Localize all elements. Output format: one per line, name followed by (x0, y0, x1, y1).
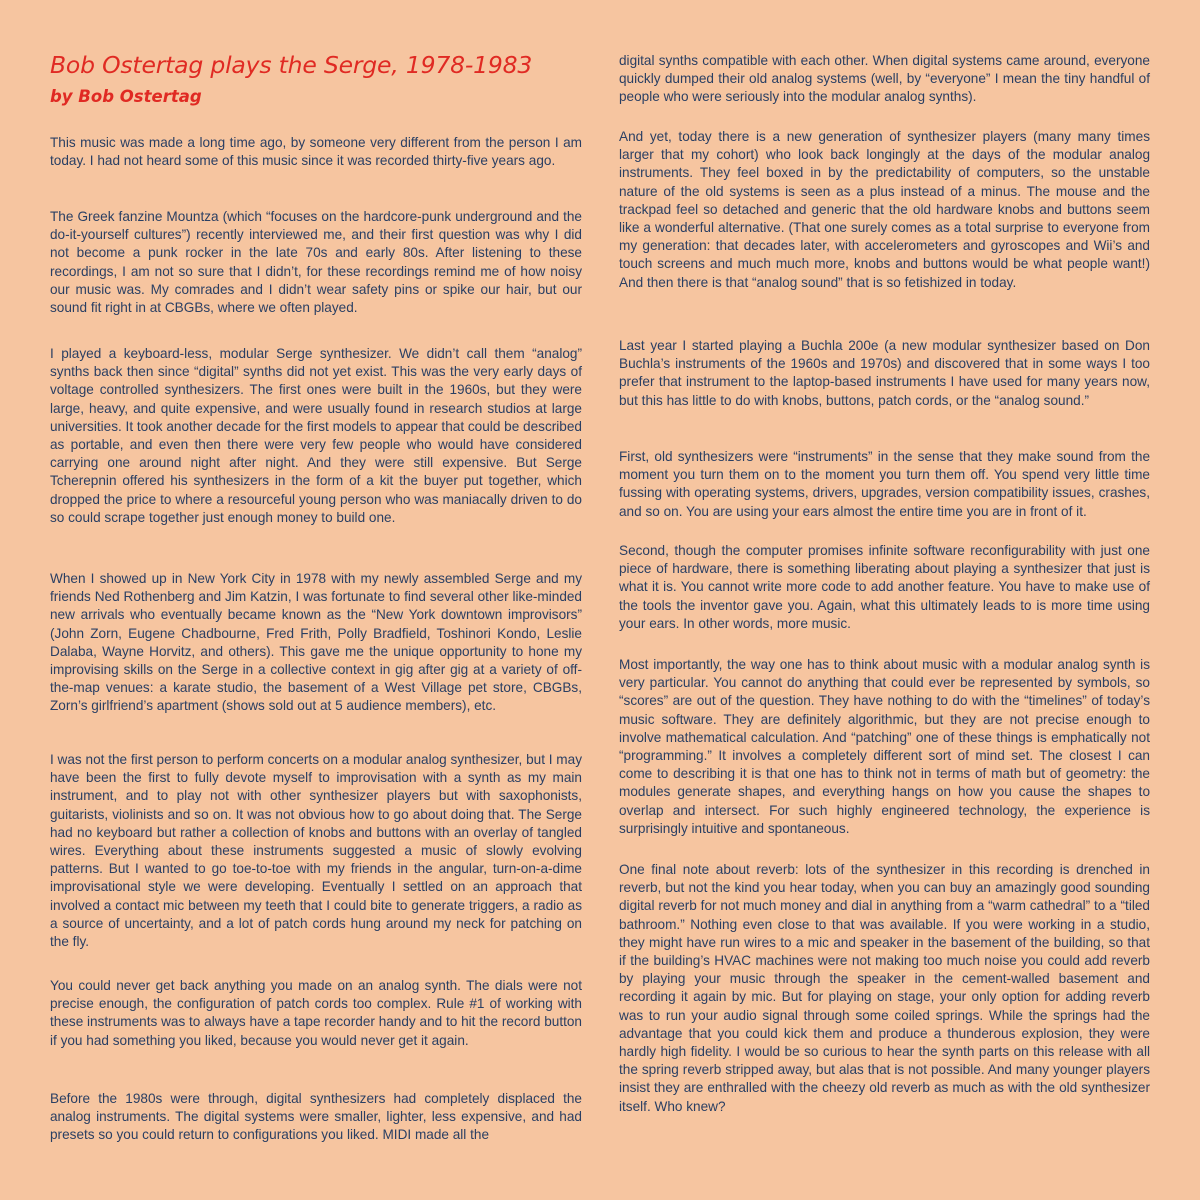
paragraph: Most importantly, the way one has to think about music with a modular analog synth is very particular. You cannot do anything that could ever be represented by symbols, so “scores” are out of the question. They have nothing to do with the “timelines” of today’s music software. They are definitely algorithmic, but they are not precise enough to involve mathematical calculation. And “patching” one of these things is emphatically not “programming.” It involves a completely different sort of mind set. The closest I can come to describing it is that one has to think not in terms of math but of geometry: the modules generate shapes, and everything hangs on how you cause the shapes to overlap and intersect. For such highly engineered technology, the experience is surprisingly intuitive and spontaneous. (619, 657, 1150, 836)
paragraph: Before the 1980s were through, digital synthesizers had completely displaced the analog instruments. The digital systems were smaller, lighter, less expensive, and had presets so you could return to configurations you liked. MIDI made all the (50, 1091, 582, 1143)
paragraph: One final note about reverb: lots of the synthesizer in this recording is drenched in reverb, but not the kind you hear today, when you can buy an amazingly good sounding digital reverb for not much money and dial in anything from a “warm cathedral” to a “tiled bathroom.” Nothing even close to that was available. If you were working in a studio, they might have run wires to a mic and speaker in the basement of the building, so that if the building’s HVAC machines were not making too much noise you could add reverb by playing your music through the speaker in the cement-walled basement and recording it again by mic. But for playing on stage, your only option for adding reverb was to run your audio signal through some coiled springs. While the springs had the advantage that you could kick them and produce a thunderous explosion, they were hardly high fidelity. I would be so curious to hear the synth parts on this release with all the spring reverb stripped away, but alas that is not possible. And many younger players insist they are enthralled with the cheezy old reverb as much as with the old synthesizer itself. Who knew? (619, 862, 1150, 1114)
paragraph: You could never get back anything you made on an analog synth. The dials were not precise enough, the configuration of patch cords too complex. Rule #1 of working with these instruments was to always have a tape recorder handy and to hit the record button if you had something you liked, because you would never get it again. (50, 978, 582, 1048)
page-title: Bob Ostertag plays the Serge, 1978-1983 (50, 51, 533, 79)
paragraph: Second, though the computer promises infinite software reconfigurability with just one piece of hardware, there is something liberating about playing a synthesizer that just is what it is. You cannot write more code to add another feature. You have to make use of the tools the inventor gave you. Again, what this ultimately leads to is more time using your ears. In other words, more music. (619, 543, 1150, 631)
paragraph: digital synths compatible with each other. When digital systems came around, everyone quickly dumped their old analog systems (well, by “everyone” I mean the tiny handful of people who were seriously into the modular analog synths). (619, 53, 1150, 105)
paragraph: Last year I started playing a Buchla 200e (a new modular synthesizer based on Don Buchla’s instruments of the 1960s and 1970s) and discovered that in some ways I too prefer that instrument to the laptop-based instruments I have used for many years now, but this has little to do with knobs, buttons, patch cords, or the “analog sound.” (619, 338, 1150, 408)
author-byline: by Bob Ostertag (50, 87, 202, 106)
paragraph: And yet, today there is a new generation of synthesizer players (many many times larger that my cohort) who look back longingly at the days of the modular analog instruments. They feel boxed in by the predictability of computers, so the unstable nature of the old systems is seen as a plus instead of a minus. The mouse and the trackpad feel so detached and generic that the old hardware knobs and buttons seem like a wonderful alternative. (That one surely comes as a total surprise to everyone from my generation: that decades later, with accelerometers and gyroscopes and Wii’s and touch screens and much much more, knobs and buttons would be what people want!) And then there is that “analog sound” that is so fetishized in today. (619, 129, 1150, 290)
paragraph: I played a keyboard-less, modular Serge synthesizer. We didn’t call them “analog” synths back then since “digital” synths did not yet exist. This was the very early days of voltage controlled synthesizers. The first ones were built in the 1960s, but they were large, heavy, and quite expensive, and were usually found in research studios at large universities. It took another decade for the first models to appear that could be described as portable, and even then there were very few people who would have considered carrying one around night after night. And they were still expensive. But Serge Tcherepnin offered his synthesizers in the form of a kit the buyer put together, which dropped the price to where a resourceful young person who was maniacally driven to do so could scrape together just enough money to build one. (50, 346, 582, 525)
paragraph: This music was made a long time ago, by someone very different from the person I am today. I had not heard some of this music since it was recorded thirty-five years ago. (50, 135, 582, 169)
paragraph: First, old synthesizers were “instruments” in the sense that they make sound from the moment you turn them on to the moment you turn them off. You spend very little time fussing with operating systems, drivers, upgrades, version compatibility issues, crashes, and so on. You are using your ears almost the entire time you are in front of it. (619, 449, 1150, 519)
paragraph: When I showed up in New York City in 1978 with my newly assembled Serge and my friends Ned Rothenberg and Jim Katzin, I was fortunate to find several other like-minded new arrivals who eventually became known as the “New York downtown improvisors” (John Zorn, Eugene Chadbourne, Fred Frith, Polly Bradfield, Toshinori Kondo, Leslie Dalaba, Wayne Horvitz, and others). This gave me the unique opportunity to hone my improvising skills on the Serge in a collective context in gig after gig at a variety of off-the-map venues: a karate studio, the basement of a West Village pet store, CBGBs, Zorn’s girlfriend’s apartment (shows sold out at 5 audience members), etc. (50, 571, 582, 714)
paragraph: The Greek fanzine Mountza (which “focuses on the hardcore-punk underground and the do-it-yourself cultures”) recently interviewed me, and their first question was why I did not become a punk rocker in the late 70s and early 80s. After listening to these recordings, I am not so sure that I didn’t, for these recordings remind me of how noisy our music was. My comrades and I didn’t wear safety pins or spike our hair, but our sound fit right in at CBGBs, where we often played. (50, 209, 582, 316)
paragraph: I was not the first person to perform concerts on a modular analog synthesizer, but I may have been the first to fully devote myself to improvisation with a synth as my main instrument, and to play not with other synthesizer players but with saxophonists, guitarists, violinists and so on. It was not obvious how to go about doing that. The Serge had no keyboard but rather a collection of knobs and buttons with an overlay of tangled wires. Everything about these instruments suggested a music of slowly evolving patterns. But I wanted to go toe-to-toe with my friends in the angular, turn-on-a-dime improvisational style we were developing. Eventually I settled on an approach that involved a contact mic between my teeth that I could bite to generate triggers, a radio as a source of uncertainty, and a lot of patch cords hung around my neck for patching on the fly. (50, 752, 582, 950)
